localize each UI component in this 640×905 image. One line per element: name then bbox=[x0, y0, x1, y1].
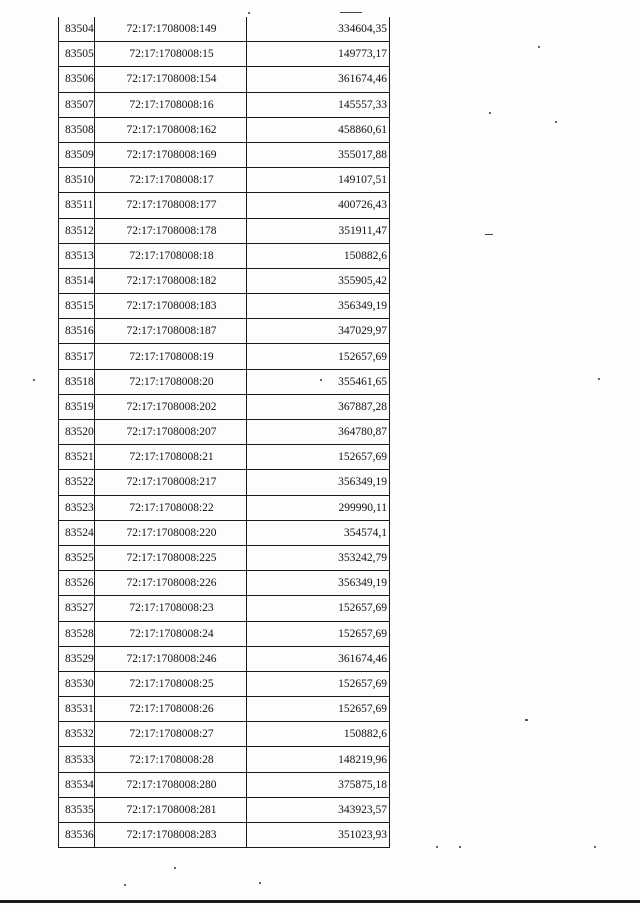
cadastral-value-cell: 361674,46 bbox=[247, 67, 390, 92]
table-row bbox=[59, 722, 390, 747]
scan-speck bbox=[489, 112, 491, 114]
table-row bbox=[59, 218, 390, 243]
table-row bbox=[59, 646, 390, 671]
cadastral-number-cell: 72:17:1708008:23 bbox=[95, 596, 247, 621]
cadastral-value-cell: 148219,96 bbox=[247, 747, 390, 772]
cadastral-value-cell: 355461,65 bbox=[247, 369, 390, 394]
row-number-cell: 83512 bbox=[59, 218, 95, 243]
scan-speck bbox=[436, 846, 438, 848]
table-row bbox=[59, 42, 390, 67]
scan-speck bbox=[594, 846, 596, 848]
row-number-cell: 83515 bbox=[59, 294, 95, 319]
table-row bbox=[59, 520, 390, 545]
row-number-cell: 83529 bbox=[59, 646, 95, 671]
table-row bbox=[59, 797, 390, 822]
cadastral-value-cell: 364780,87 bbox=[247, 420, 390, 445]
row-number-cell: 83531 bbox=[59, 697, 95, 722]
table-row bbox=[59, 545, 390, 570]
row-number-cell: 83507 bbox=[59, 92, 95, 117]
cadastral-value-cell: 367887,28 bbox=[247, 394, 390, 419]
scan-speck bbox=[459, 846, 461, 848]
scan-speck bbox=[248, 12, 250, 14]
cadastral-value-cell: 355017,88 bbox=[247, 142, 390, 167]
table-row bbox=[59, 142, 390, 167]
cadastral-value-cell: 458860,61 bbox=[247, 117, 390, 142]
row-number-cell: 83518 bbox=[59, 369, 95, 394]
row-number-cell: 83536 bbox=[59, 823, 95, 848]
table-row bbox=[59, 193, 390, 218]
cadastral-value-cell: 152657,69 bbox=[247, 445, 390, 470]
table-row bbox=[59, 369, 390, 394]
cadastral-number-cell: 72:17:1708008:15 bbox=[95, 42, 247, 67]
cadastral-value-cell: 353242,79 bbox=[247, 545, 390, 570]
row-number-cell: 83522 bbox=[59, 470, 95, 495]
cadastral-value-cell: 356349,19 bbox=[247, 294, 390, 319]
cadastral-value-cell: 152657,69 bbox=[247, 596, 390, 621]
table-row bbox=[59, 671, 390, 696]
scan-speck bbox=[124, 884, 126, 886]
cadastral-number-cell: 72:17:1708008:20 bbox=[95, 369, 247, 394]
row-number-cell: 83511 bbox=[59, 193, 95, 218]
cadastral-value-cell: 299990,11 bbox=[247, 495, 390, 520]
scan-dash bbox=[485, 234, 493, 235]
cadastral-value-cell: 150882,6 bbox=[247, 722, 390, 747]
table-row bbox=[59, 294, 390, 319]
cadastral-value-cell: 149773,17 bbox=[247, 42, 390, 67]
cadastral-value-cell: 351023,93 bbox=[247, 823, 390, 848]
cadastral-value-cell: 343923,57 bbox=[247, 797, 390, 822]
row-number-cell: 83517 bbox=[59, 344, 95, 369]
cadastral-number-cell: 72:17:1708008:182 bbox=[95, 268, 247, 293]
cadastral-number-cell: 72:17:1708008:183 bbox=[95, 294, 247, 319]
row-number-cell: 83504 bbox=[59, 17, 95, 42]
table-row bbox=[59, 772, 390, 797]
row-number-cell: 83527 bbox=[59, 596, 95, 621]
cadastral-number-cell: 72:17:1708008:27 bbox=[95, 722, 247, 747]
table-row bbox=[59, 92, 390, 117]
cadastral-value-cell: 152657,69 bbox=[247, 621, 390, 646]
cadastral-number-cell: 72:17:1708008:149 bbox=[95, 17, 247, 42]
table-row bbox=[59, 596, 390, 621]
cadastral-value-cell: 361674,46 bbox=[247, 646, 390, 671]
table-row bbox=[59, 17, 390, 42]
cadastral-number-cell: 72:17:1708008:207 bbox=[95, 420, 247, 445]
scan-speck bbox=[320, 379, 322, 381]
cadastral-number-cell: 72:17:1708008:22 bbox=[95, 495, 247, 520]
scan-speck bbox=[174, 867, 176, 869]
row-number-cell: 83519 bbox=[59, 394, 95, 419]
cadastral-number-cell: 72:17:1708008:26 bbox=[95, 697, 247, 722]
cadastral-value-cell: 356349,19 bbox=[247, 571, 390, 596]
cadastral-value-table bbox=[58, 17, 390, 848]
cadastral-number-cell: 72:17:1708008:24 bbox=[95, 621, 247, 646]
row-number-cell: 83530 bbox=[59, 671, 95, 696]
row-number-cell: 83533 bbox=[59, 747, 95, 772]
row-number-cell: 83516 bbox=[59, 319, 95, 344]
cadastral-value-cell: 356349,19 bbox=[247, 470, 390, 495]
scan-speck bbox=[555, 121, 557, 123]
cadastral-value-cell: 400726,43 bbox=[247, 193, 390, 218]
cadastral-value-cell: 152657,69 bbox=[247, 344, 390, 369]
table-row bbox=[59, 697, 390, 722]
cadastral-value-cell: 152657,69 bbox=[247, 697, 390, 722]
cadastral-value-cell: 145557,33 bbox=[247, 92, 390, 117]
table-row bbox=[59, 747, 390, 772]
table-row bbox=[59, 117, 390, 142]
cadastral-value-cell: 150882,6 bbox=[247, 243, 390, 268]
cadastral-value-cell: 347029,97 bbox=[247, 319, 390, 344]
table-row bbox=[59, 445, 390, 470]
cadastral-number-cell: 72:17:1708008:226 bbox=[95, 571, 247, 596]
row-number-cell: 83526 bbox=[59, 571, 95, 596]
row-number-cell: 83534 bbox=[59, 772, 95, 797]
row-number-cell: 83535 bbox=[59, 797, 95, 822]
row-number-cell: 83510 bbox=[59, 168, 95, 193]
scan-dash bbox=[340, 12, 362, 13]
row-number-cell: 83520 bbox=[59, 420, 95, 445]
row-number-cell: 83521 bbox=[59, 445, 95, 470]
scan-speck bbox=[525, 719, 528, 721]
cadastral-number-cell: 72:17:1708008:246 bbox=[95, 646, 247, 671]
table-row bbox=[59, 823, 390, 848]
row-number-cell: 83525 bbox=[59, 545, 95, 570]
row-number-cell: 83505 bbox=[59, 42, 95, 67]
cadastral-number-cell: 72:17:1708008:225 bbox=[95, 545, 247, 570]
cadastral-number-cell: 72:17:1708008:18 bbox=[95, 243, 247, 268]
cadastral-number-cell: 72:17:1708008:154 bbox=[95, 67, 247, 92]
table-row bbox=[59, 394, 390, 419]
row-number-cell: 83513 bbox=[59, 243, 95, 268]
cadastral-number-cell: 72:17:1708008:28 bbox=[95, 747, 247, 772]
row-number-cell: 83514 bbox=[59, 268, 95, 293]
table-row bbox=[59, 243, 390, 268]
cadastral-number-cell: 72:17:1708008:177 bbox=[95, 193, 247, 218]
cadastral-value-cell: 334604,35 bbox=[247, 17, 390, 42]
cadastral-number-cell: 72:17:1708008:281 bbox=[95, 797, 247, 822]
cadastral-number-cell: 72:17:1708008:16 bbox=[95, 92, 247, 117]
table-row bbox=[59, 621, 390, 646]
cadastral-value-cell: 351911,47 bbox=[247, 218, 390, 243]
table-body bbox=[59, 17, 390, 848]
table-row bbox=[59, 268, 390, 293]
row-number-cell: 83509 bbox=[59, 142, 95, 167]
row-number-cell: 83523 bbox=[59, 495, 95, 520]
cadastral-value-cell: 355905,42 bbox=[247, 268, 390, 293]
table-row bbox=[59, 495, 390, 520]
scan-speck bbox=[33, 379, 35, 381]
cadastral-value-cell: 375875,18 bbox=[247, 772, 390, 797]
row-number-cell: 83532 bbox=[59, 722, 95, 747]
scan-speck bbox=[259, 882, 261, 884]
table-row bbox=[59, 420, 390, 445]
cadastral-number-cell: 72:17:1708008:21 bbox=[95, 445, 247, 470]
row-number-cell: 83508 bbox=[59, 117, 95, 142]
cadastral-value-cell: 149107,51 bbox=[247, 168, 390, 193]
cadastral-number-cell: 72:17:1708008:202 bbox=[95, 394, 247, 419]
row-number-cell: 83528 bbox=[59, 621, 95, 646]
table-row bbox=[59, 168, 390, 193]
cadastral-number-cell: 72:17:1708008:17 bbox=[95, 168, 247, 193]
cadastral-number-cell: 72:17:1708008:187 bbox=[95, 319, 247, 344]
cadastral-value-cell: 152657,69 bbox=[247, 671, 390, 696]
cadastral-number-cell: 72:17:1708008:169 bbox=[95, 142, 247, 167]
cadastral-number-cell: 72:17:1708008:220 bbox=[95, 520, 247, 545]
table-row bbox=[59, 470, 390, 495]
table-row bbox=[59, 67, 390, 92]
cadastral-number-cell: 72:17:1708008:283 bbox=[95, 823, 247, 848]
cadastral-number-cell: 72:17:1708008:162 bbox=[95, 117, 247, 142]
cadastral-number-cell: 72:17:1708008:19 bbox=[95, 344, 247, 369]
scan-bottom-edge bbox=[0, 900, 640, 903]
cadastral-number-cell: 72:17:1708008:25 bbox=[95, 671, 247, 696]
row-number-cell: 83524 bbox=[59, 520, 95, 545]
scan-speck bbox=[598, 378, 600, 380]
table-row bbox=[59, 571, 390, 596]
scan-speck bbox=[538, 46, 540, 48]
table-row bbox=[59, 344, 390, 369]
table-row bbox=[59, 319, 390, 344]
cadastral-number-cell: 72:17:1708008:178 bbox=[95, 218, 247, 243]
cadastral-value-cell: 354574,1 bbox=[247, 520, 390, 545]
cadastral-number-cell: 72:17:1708008:280 bbox=[95, 772, 247, 797]
cadastral-number-cell: 72:17:1708008:217 bbox=[95, 470, 247, 495]
row-number-cell: 83506 bbox=[59, 67, 95, 92]
